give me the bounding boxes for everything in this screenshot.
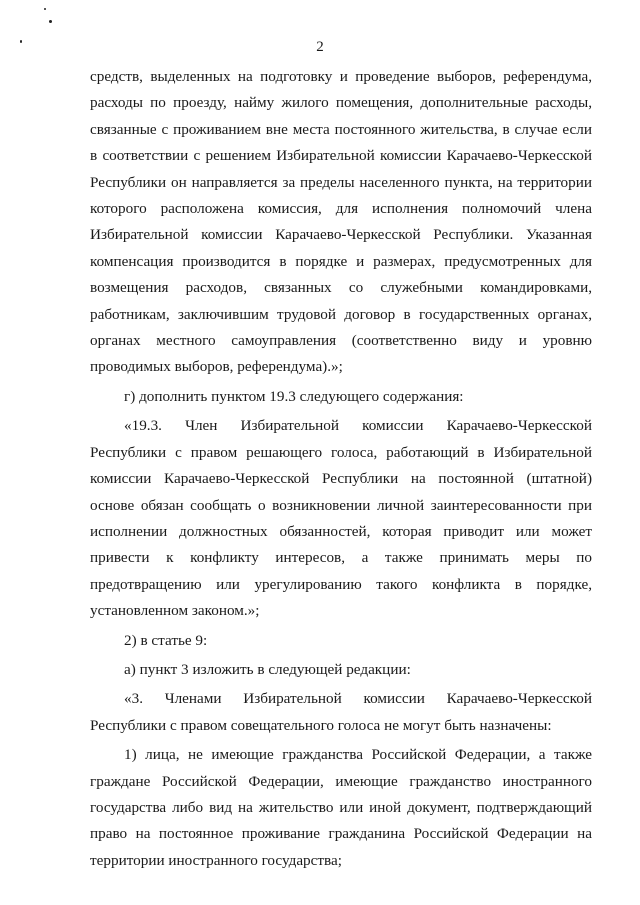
- paragraph-continuation: средств, выделенных на подготовку и проведение выборов, референдума, расходы по проезду, найму жилого помещения, дополнительные расходы, связанные с проживанием вне места постоянного жительства, в случае если в соответствии с решением Избирательной комиссии Карачаево-Черкесской Республики он направляется за пределы населенного пункта, на территории которого расположена комиссия, для исполнения полномочий члена Избирательной комиссии Карачаево-Черкесской Республики. Указанная компенсация производится в порядке и размерах, предусмотренных для возмещения расходов, связанных со служебными командировками, работникам, заключившим трудовой договор в государственных органах, органах местного самоуправления (соответственно виду и уровню проводимых выборов, референдума).»;: [90, 68, 592, 376]
- paragraph-item-a: а) пункт 3 изложить в следующей редакции:: [124, 660, 411, 678]
- document-body: [90, 64, 592, 874]
- paragraph-point-3: «3. Членами Избирательной комиссии Карачаево-Черкесской Республики с правом совещательного голоса не могут быть назначены:: [90, 690, 592, 734]
- paragraph-subpoint-1: 1) лица, не имеющие гражданства Российской Федерации, а также граждане Российской Федерации, имеющие гражданство иностранного государства либо вид на жительство или иной документ, подтверждающий право на постоянное проживание гражданина Российской Федерации на территории иностранного государства;: [90, 746, 592, 869]
- paragraph-point-19-3: «19.3. Член Избирательной комиссии Карачаево-Черкесской Республики с правом решающего голоса, работающий в Избирательной комиссии Карачаево-Черкесской Республики на постоянной (штатной) основе обязан сообщать о возникновении личной заинтересованности при исполнении должностных обязанностей, которая приводит или может привести к конфликту интересов, а также принимать меры по предотвращению или урегулированию такого конфликта в порядке, установленном законом.»;: [90, 417, 592, 620]
- scan-speck: [49, 20, 52, 23]
- paragraph-article-9: 2) в статье 9:: [124, 631, 208, 649]
- paragraph-item-g: г) дополнить пунктом 19.3 следующего содержания:: [124, 387, 464, 405]
- page-number: 2: [316, 39, 324, 55]
- scan-speck: [44, 8, 46, 10]
